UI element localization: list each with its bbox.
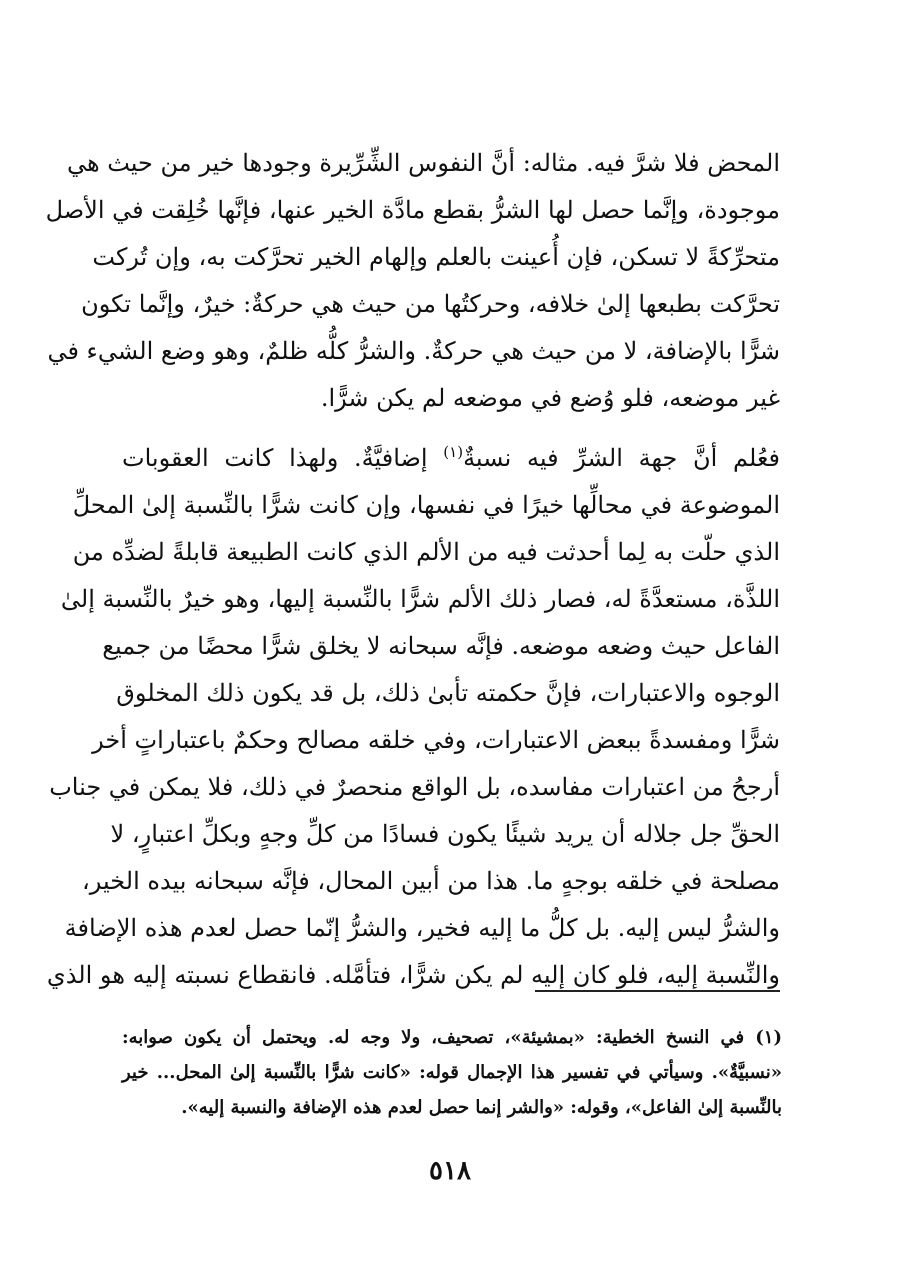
footnote-line: بالنِّسبة إلىٰ الفاعل»، وقوله: «والشر إنما حصل لعدم هذه الإضافة والنسبة إليه». <box>181 1097 782 1118</box>
text-segment: فعُلم أنَّ جهة الشرِّ فيه نسبةٌ <box>463 444 781 472</box>
text-line: شرًّا بالإضافة، لا من حيث هي حركةٌ. والشرُّ كلُّه ظلمٌ، وهو وضع الشيء في <box>47 337 780 365</box>
text-line: الوجوه والاعتبارات، فإنَّ حكمته تأبىٰ ذلك، بل قد يكون ذلك المخلوق <box>116 679 780 707</box>
footnote-separator <box>535 990 780 992</box>
paragraph-gap <box>122 422 780 435</box>
text-line: أرجحُ من اعتبارات مفاسده، بل الواقع منحصرٌ في ذلك، فلا يمكن في جناب <box>49 773 780 801</box>
text-line: الموضوعة في محالِّها خيرًا في نفسها، وإن كانت شرًّا بالنِّسبة إلىٰ المحلِّ <box>72 491 780 519</box>
text-line: متحرِّكةً لا تسكن، فإن أُعينت بالعلم وإلهام الخير تحرَّكت به، وإن تُركت <box>92 243 780 271</box>
text-line: المحض فلا شرَّ فيه. مثاله: أنَّ النفوس الشِّرِّيرة وجودها خير من حيث هي <box>66 149 780 177</box>
text-line: شرًّا ومفسدةً ببعض الاعتبارات، وفي خلقه مصالح وحكمٌ باعتباراتٍ أخر <box>92 726 780 754</box>
text-line: والنِّسبة إليه، فلو كان إليه لم يكن شرًّا، فتأمَّله. فانقطاع نسبته إليه هو الذي <box>46 961 780 989</box>
text-line: الفاعل حيث وضعه موضعه. فإنَّه سبحانه لا يخلق شرًّا محضًا من جميع <box>102 632 780 660</box>
footnote-line: (١) في النسخ الخطية: «بمشيئة»، تصحيف، ولا وجه له. ويحتمل أن يكون صوابه: <box>122 1027 782 1048</box>
text-line: الذي حلّت به لِما أحدثت فيه من الألم الذي كانت الطبيعة قابلةً لضدِّه من <box>72 538 780 566</box>
text-line: اللذَّة، مستعدَّةً له، فصار ذلك الألم شرًّا بالنِّسبة إليها، وهو خيرٌ بالنِّسبة إلىٰ <box>60 585 780 613</box>
text-segment: إضافيَّةٌ. ولهذا كانت العقوبات <box>122 444 444 472</box>
text-line: غير موضعه، فلو وُضع في موضعه لم يكن شرًّا. <box>320 384 780 412</box>
text-line-with-footnote <box>122 435 780 482</box>
footnote-marker: (١) <box>443 443 464 461</box>
page-number: ٥١٨ <box>429 1156 471 1186</box>
text-line: مصلحة في خلقه بوجهٍ ما. هذا من أبين المحال، فإنَّه سبحانه بيده الخير، <box>82 867 780 895</box>
footnote-line: «نسبيَّةٌ». وسيأتي في تفسير هذا الإجمال قوله: «كانت شرًّا بالنِّسبة إلىٰ المحل... خير <box>122 1062 782 1083</box>
text-line: تحرَّكت بطبعها إلىٰ خلافه، وحركتُها من حيث هي حركةٌ: خيرٌ، وإنَّما تكون <box>81 290 780 318</box>
text-line: الحقِّ جل جلاله أن يريد شيئًا يكون فسادًا من كلِّ وجهٍ وبكلِّ اعتبارٍ، لا <box>110 820 780 848</box>
text-line: والشرُّ ليس إليه. بل كلُّ ما إليه فخير، والشرُّ إنّما حصل لعدم هذه الإضافة <box>64 914 780 942</box>
text-line: موجودة، وإنَّما حصل لها الشرُّ بقطع مادَّة الخير عنها، فإنَّها خُلِقت في الأصل <box>45 196 780 224</box>
main-text <box>45 140 781 999</box>
footnotes <box>122 1020 782 1125</box>
